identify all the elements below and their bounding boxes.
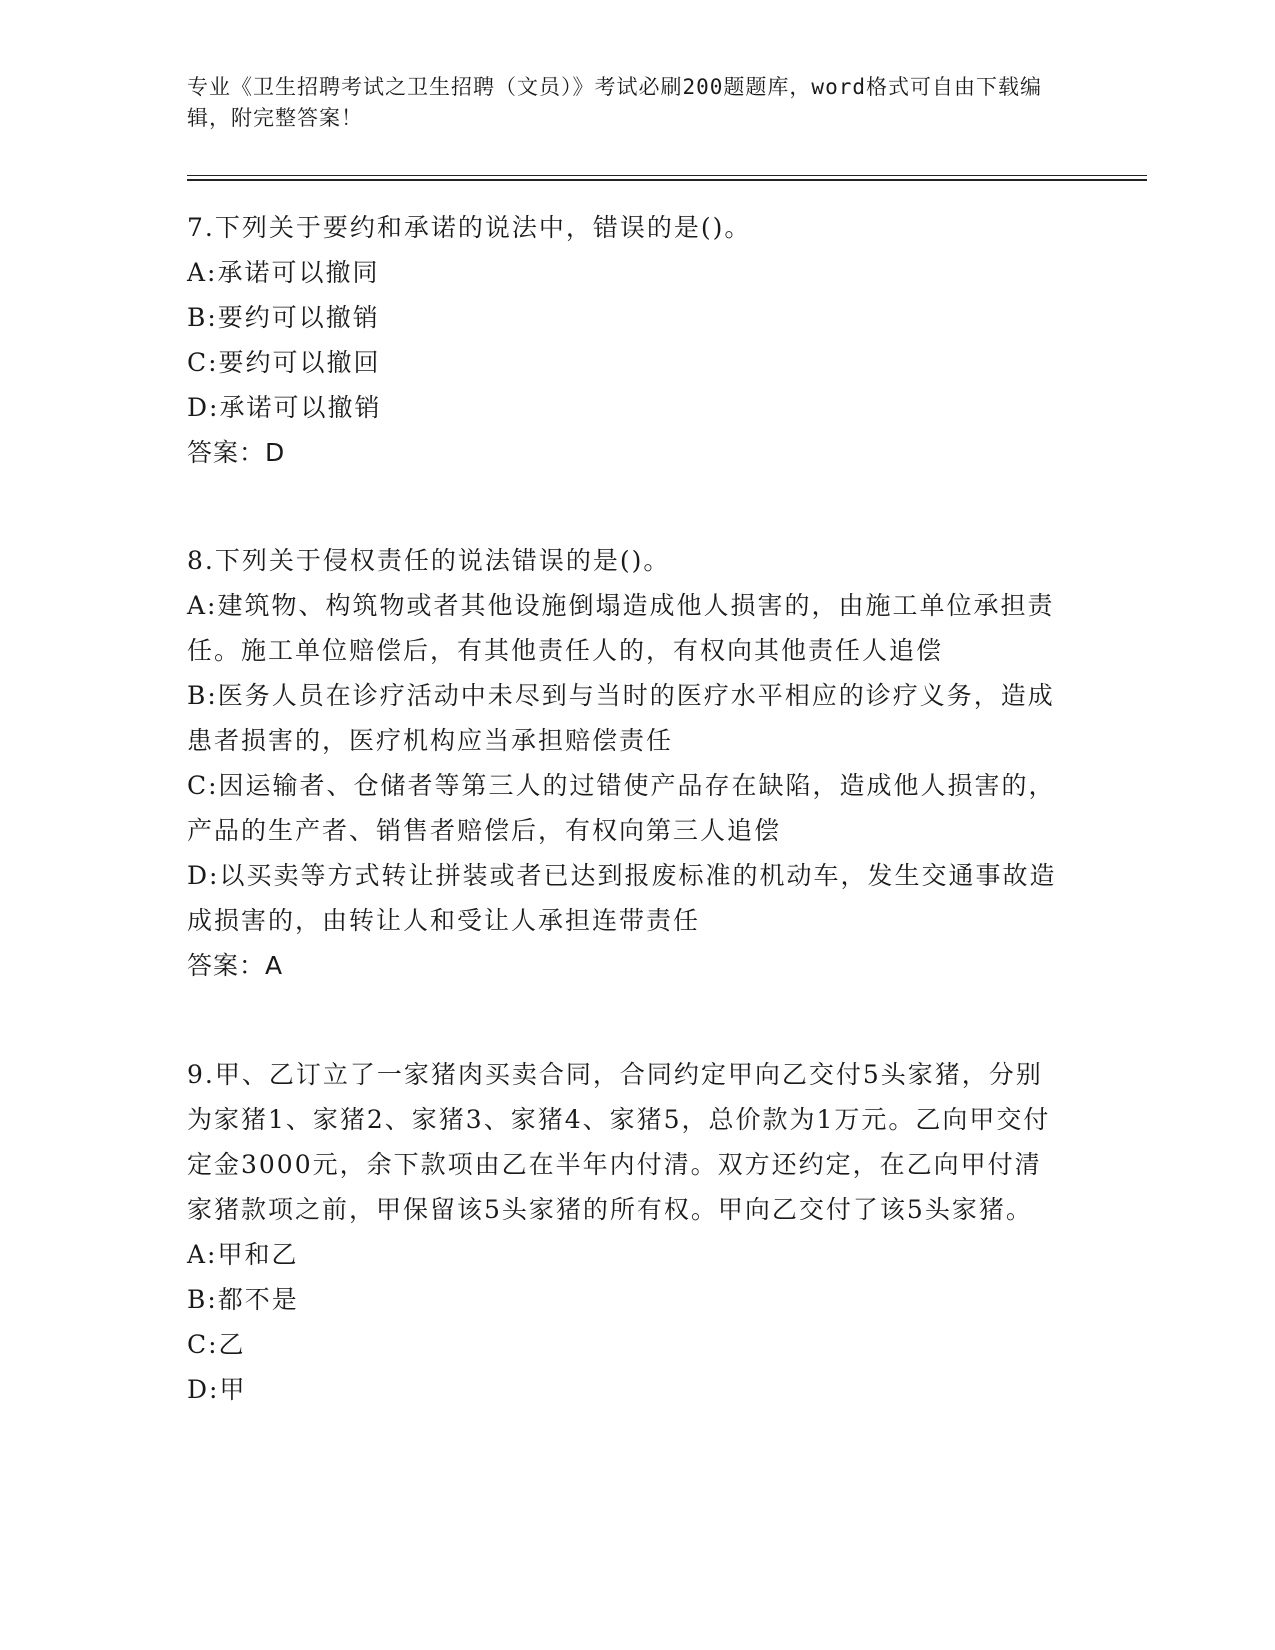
option-b: B:要约可以撤销 <box>187 303 380 332</box>
question-7 <box>187 205 1067 475</box>
option-a: A:承诺可以撤同 <box>187 258 380 287</box>
option-d: D:以买卖等方式转让拼装或者已达到报废标准的机动车，发生交通事故造成损害的，由转让人和受让人承担连带责任 <box>187 861 1057 935</box>
question-9 <box>187 1052 1067 1412</box>
option-d: D:承诺可以撤销 <box>187 393 382 422</box>
header-text: 专业《卫生招聘考试之卫生招聘（文员）》考试必刷200题题库，word格式可自由下载编辑，附完整答案！ <box>187 75 1042 130</box>
header-divider-thin <box>187 175 1147 176</box>
option-b: B:都不是 <box>187 1285 299 1314</box>
answer-line: 答案：A <box>187 951 284 980</box>
option-c: C:要约可以撤回 <box>187 348 381 377</box>
option-d: D:甲 <box>187 1375 247 1404</box>
question-8 <box>187 538 1067 988</box>
answer-line: 答案：D <box>187 438 286 467</box>
option-b: B:医务人员在诊疗活动中未尽到与当时的医疗水平相应的诊疗义务，造成患者损害的，医疗机构应当承担赔偿责任 <box>187 681 1055 755</box>
header-divider-thick <box>187 179 1147 181</box>
question-stem: 9.甲、乙订立了一家猪肉买卖合同，合同约定甲向乙交付5头家猪，分别为家猪1、家猪2、家猪3、家猪4、家猪5，总价款为1万元。乙向甲交付定金3000元，余下款项由乙在半年内付清。双方还约定，在乙向甲付清家猪款项之前，甲保留该5头家猪的所有权。甲向乙交付了该5头家猪。 <box>187 1060 1051 1224</box>
question-stem: 8.下列关于侵权责任的说法错误的是()。 <box>187 546 671 575</box>
option-a: A:甲和乙 <box>187 1240 299 1269</box>
option-c: C:乙 <box>187 1330 246 1359</box>
option-c: C:因运输者、仓储者等第三人的过错使产品存在缺陷，造成他人损害的，产品的生产者、销售者赔偿后，有权向第三人追偿 <box>187 771 1056 845</box>
question-stem: 7.下列关于要约和承诺的说法中，错误的是()。 <box>187 213 752 242</box>
document-header <box>187 72 1067 134</box>
option-a: A:建筑物、构筑物或者其他设施倒塌造成他人损害的，由施工单位承担责任。施工单位赔偿后，有其他责任人的，有权向其他责任人追偿 <box>187 591 1055 665</box>
